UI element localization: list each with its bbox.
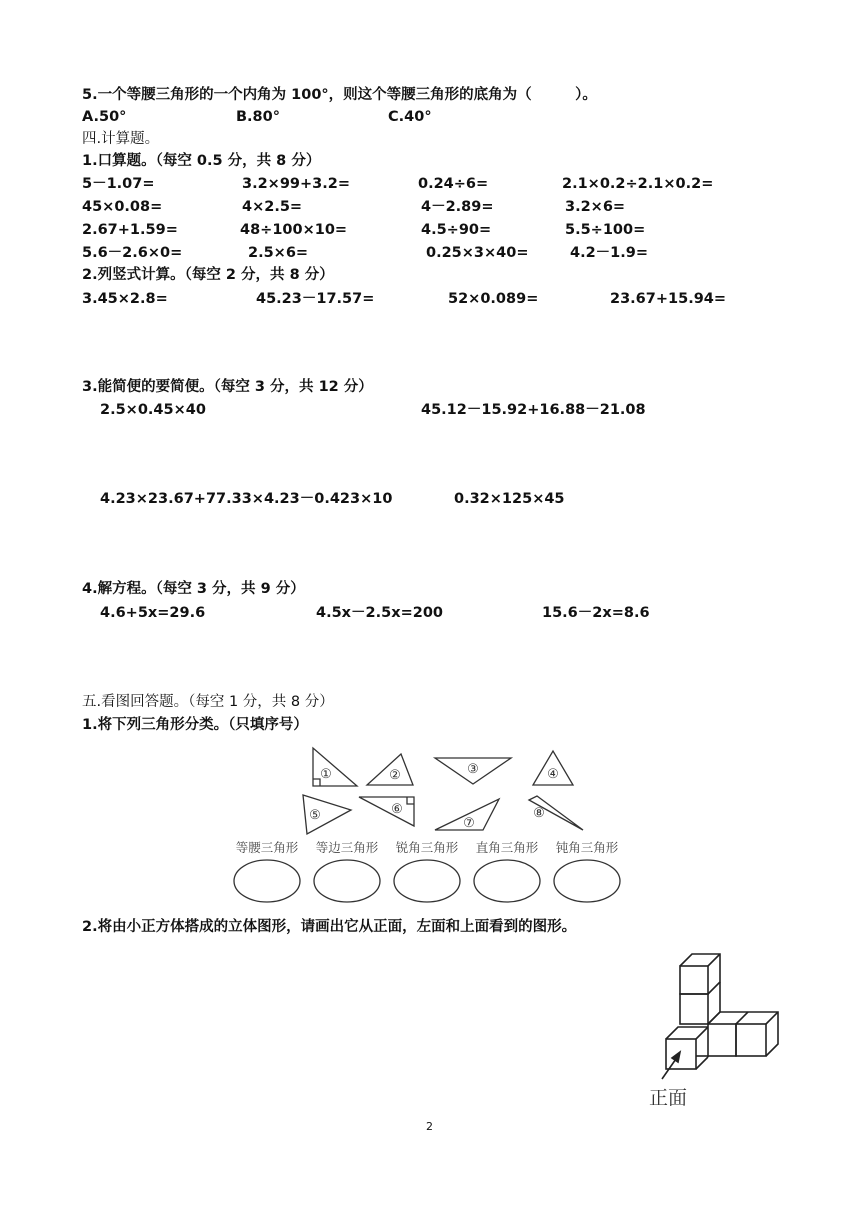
s5-p2-title: 2.将由小正方体搭成的立体图形，请画出它从正面，左面和上面看到的图形。: [82, 919, 577, 935]
vertical-1: 3.45×2.8=: [82, 291, 168, 307]
triangle-6: [359, 797, 414, 826]
category-acute: 锐角三角形: [395, 840, 459, 855]
page-number: 2: [426, 1120, 433, 1133]
oral-r3-c3: 4.5÷90=: [421, 222, 492, 238]
triangle-label-6: ⑥: [391, 802, 403, 817]
vertical-2: 45.23－17.57=: [256, 291, 375, 307]
cube-right-2: [736, 1024, 766, 1056]
right-angle-mark-1: [313, 779, 320, 786]
simplify-2: 45.12－15.92+16.88－21.08: [421, 402, 646, 418]
s4-p4-title: 4.解方程。（每空 3 分，共 9 分）: [82, 581, 305, 597]
category-right: 直角三角形: [475, 840, 539, 855]
oral-r1-c1: 5－1.07=: [82, 176, 155, 192]
category-obtuse: 钝角三角形: [555, 840, 619, 855]
front-arrow-head: [672, 1052, 680, 1062]
s4-p3-title: 3.能简便的要简便。（每空 3 分，共 12 分）: [82, 379, 373, 395]
section4-title: 四.计算题。: [82, 131, 160, 147]
cube-solid-figure: [632, 944, 782, 1114]
q5-stem: 5.一个等腰三角形的一个内角为 100°，则这个等腰三角形的底角为（ ）。: [82, 87, 597, 103]
answer-oval-3[interactable]: [394, 860, 460, 902]
oral-r4-c2: 2.5×6=: [248, 245, 309, 261]
q5-option-c: C.40°: [388, 109, 432, 125]
triangle-label-4: ④: [547, 767, 559, 782]
oral-r1-c4: 2.1×0.2÷2.1×0.2=: [562, 176, 714, 192]
oral-r2-c3: 4－2.89=: [421, 199, 494, 215]
answer-oval-5[interactable]: [554, 860, 620, 902]
category-isosceles: 等腰三角形: [235, 840, 299, 855]
triangle-label-3: ③: [467, 762, 479, 777]
category-equilateral: 等边三角形: [315, 840, 379, 855]
triangle-label-5: ⑤: [309, 808, 321, 823]
cube-stack-middle: [680, 994, 708, 1024]
q5-option-a: A.50°: [82, 109, 127, 125]
cube-front: [666, 1039, 696, 1069]
triangle-label-8: ⑧: [533, 806, 545, 821]
answer-oval-2[interactable]: [314, 860, 380, 902]
cube-stack-top: [680, 966, 708, 994]
section5-title: 五.看图回答题。（每空 1 分，共 8 分）: [82, 694, 334, 710]
s4-p1-title: 1.口算题。（每空 0.5 分，共 8 分）: [82, 153, 321, 169]
oral-r3-c4: 5.5÷100=: [565, 222, 646, 238]
right-angle-mark-6: [407, 797, 414, 804]
oral-r3-c2: 48÷100×10=: [240, 222, 348, 238]
front-label: 正面: [648, 1087, 688, 1109]
equation-3: 15.6－2x=8.6: [542, 605, 650, 621]
triangle-classification-figure: [225, 738, 635, 908]
oral-r1-c3: 0.24÷6=: [418, 176, 489, 192]
q5-option-b: B.80°: [236, 109, 280, 125]
oral-r3-c1: 2.67+1.59=: [82, 222, 178, 238]
triangle-label-2: ②: [389, 768, 401, 783]
oral-r2-c4: 3.2×6=: [565, 199, 626, 215]
oral-r2-c2: 4×2.5=: [242, 199, 303, 215]
s5-p1-title: 1.将下列三角形分类。（只填序号）: [82, 717, 308, 733]
s4-p2-title: 2.列竖式计算。（每空 2 分，共 8 分）: [82, 267, 334, 283]
answer-oval-1[interactable]: [234, 860, 300, 902]
simplify-3: 4.23×23.67+77.33×4.23－0.423×10: [100, 491, 393, 507]
simplify-4: 0.32×125×45: [454, 491, 565, 507]
oral-r4-c3: 0.25×3×40=: [426, 245, 529, 261]
cube-right-1: [708, 1024, 736, 1056]
equation-2: 4.5x－2.5x=200: [316, 605, 443, 621]
vertical-4: 23.67+15.94=: [610, 291, 727, 307]
oral-r2-c1: 45×0.08=: [82, 199, 163, 215]
simplify-1: 2.5×0.45×40: [100, 402, 206, 418]
answer-oval-4[interactable]: [474, 860, 540, 902]
oral-r4-c4: 4.2－1.9=: [570, 245, 649, 261]
oral-r4-c1: 5.6－2.6×0=: [82, 245, 183, 261]
equation-1: 4.6+5x=29.6: [100, 605, 206, 621]
triangle-label-7: ⑦: [463, 816, 475, 831]
oral-r1-c2: 3.2×99+3.2=: [242, 176, 350, 192]
vertical-3: 52×0.089=: [448, 291, 539, 307]
triangle-label-1: ①: [320, 767, 332, 782]
